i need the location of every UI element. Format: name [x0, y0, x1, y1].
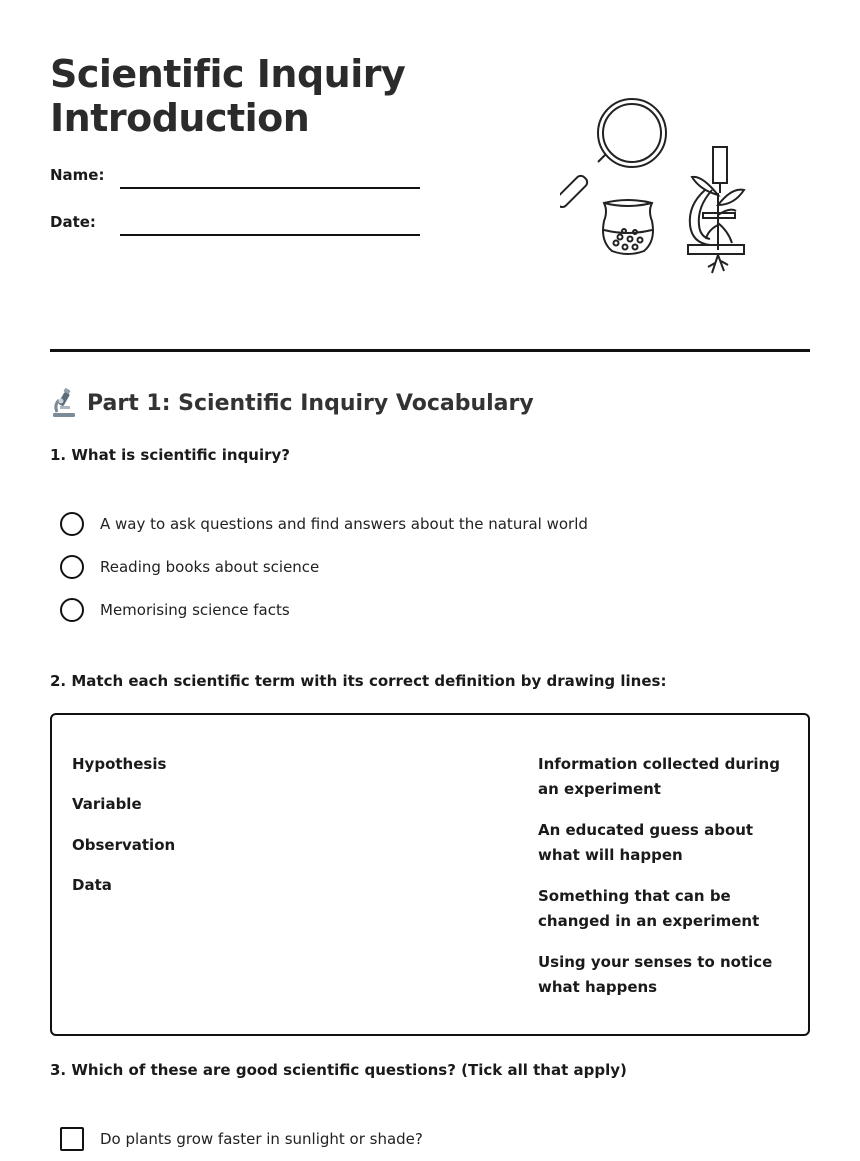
- part-1-title: Part 1: Scientific Inquiry Vocabulary: [87, 390, 534, 416]
- radio-button[interactable]: [60, 555, 84, 579]
- date-label: Date:: [50, 213, 96, 231]
- plant-experiment-icon: [688, 147, 744, 273]
- section-divider: [50, 349, 810, 352]
- term-data[interactable]: Data: [72, 876, 112, 894]
- option-label: A way to ask questions and find answers about the natural world: [100, 515, 588, 533]
- title-line-1: Scientific Inquiry: [50, 52, 406, 96]
- radio-button[interactable]: [60, 598, 84, 622]
- term-observation[interactable]: Observation: [72, 836, 176, 854]
- term-variable[interactable]: Variable: [72, 795, 142, 813]
- name-field[interactable]: [120, 187, 420, 189]
- date-field[interactable]: [120, 234, 420, 236]
- option-label: Memorising science facts: [100, 601, 290, 619]
- matching-box: [50, 713, 810, 1036]
- definition-3[interactable]: Something that can be changed in an experiment: [538, 887, 760, 930]
- term-hypothesis[interactable]: Hypothesis: [72, 755, 167, 773]
- title-line-2: Introduction: [50, 96, 310, 140]
- part-1-heading: [50, 388, 534, 418]
- option-label: Do plants grow faster in sunlight or shade?: [100, 1130, 423, 1148]
- q1-option-1[interactable]: [60, 512, 588, 536]
- definition-4[interactable]: Using your senses to notice what happens: [538, 953, 773, 996]
- q1-option-3[interactable]: [60, 598, 290, 622]
- magnifying-glass-icon: [560, 99, 666, 209]
- option-label: Reading books about science: [100, 558, 320, 576]
- beaker-icon: [603, 200, 653, 254]
- definition-1[interactable]: Information collected during an experiment: [538, 755, 780, 798]
- worksheet-title: [50, 52, 405, 140]
- definition-2[interactable]: An educated guess about what will happen: [538, 821, 754, 864]
- q3-option-1[interactable]: [60, 1127, 423, 1151]
- radio-button[interactable]: [60, 512, 84, 536]
- question-2: 2. Match each scientific term with its correct definition by drawing lines:: [50, 672, 667, 690]
- checkbox[interactable]: [60, 1127, 84, 1151]
- question-1: 1. What is scientific inquiry?: [50, 446, 290, 464]
- microscope-icon: [50, 388, 78, 418]
- name-label: Name:: [50, 166, 105, 184]
- q1-option-2[interactable]: [60, 555, 319, 579]
- science-illustration: [560, 95, 760, 280]
- question-3: 3. Which of these are good scientific questions? (Tick all that apply): [50, 1061, 627, 1079]
